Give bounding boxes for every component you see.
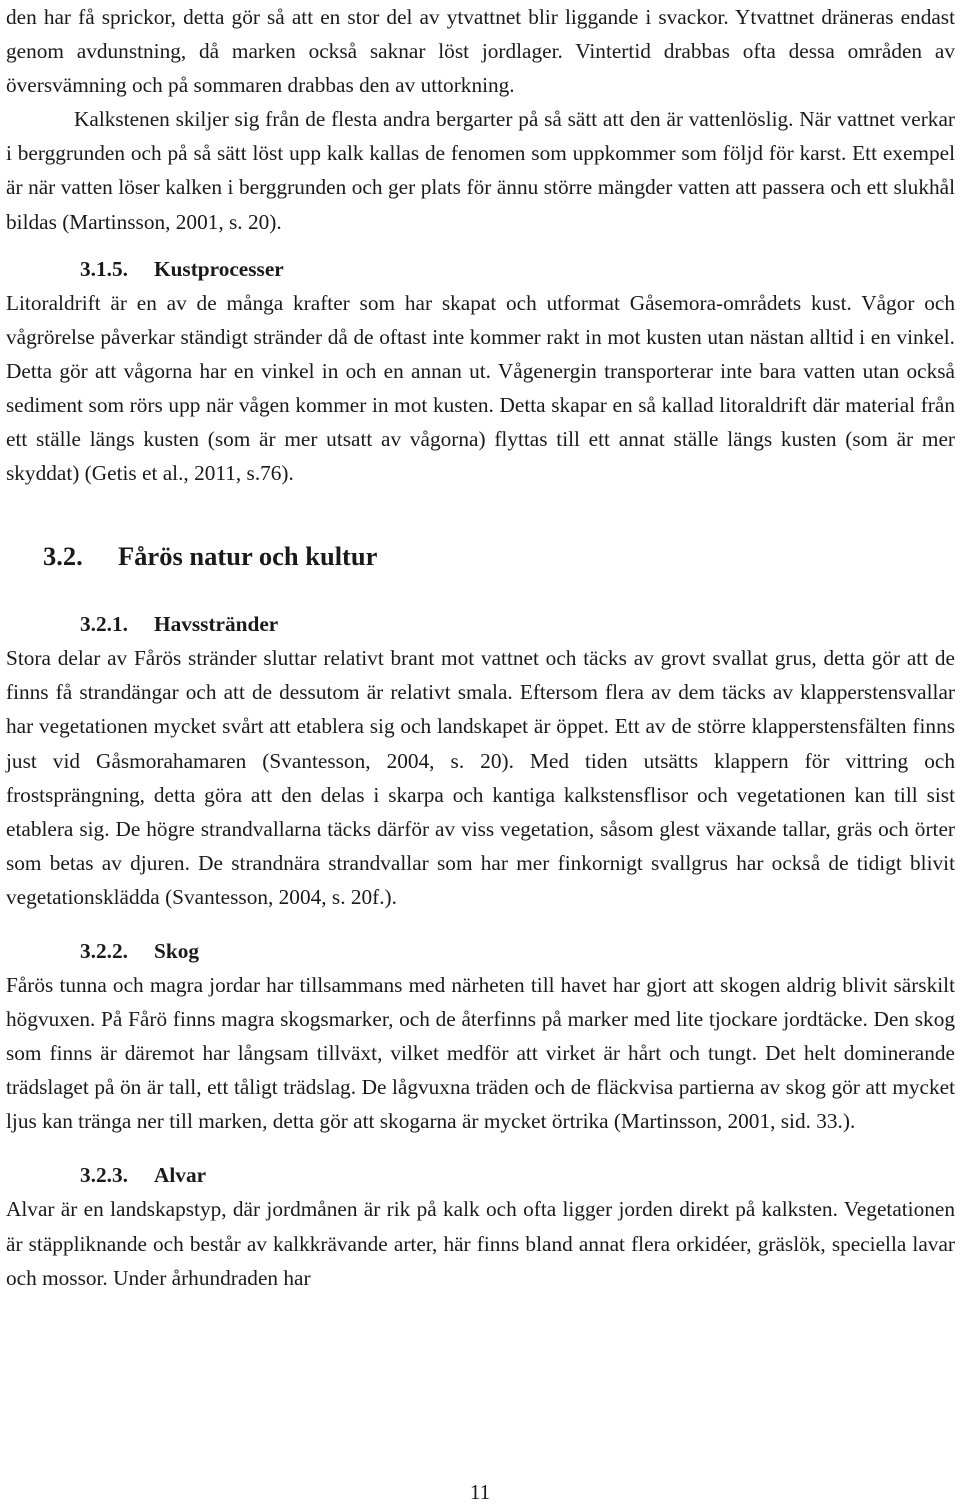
paragraph-alvar: Alvar är en landskapstyp, där jordmånen är rik på kalk och ofta ligger jorden direkt på kalksten. Vegetationen är stäppliknande och består av kalkkrävande arter, här finns bland annat flera orkidéer, gräslök, speciella lavar och mossor. Under århundraden har — [6, 1197, 955, 1290]
paragraph-havsstrander: Stora delar av Fårös stränder sluttar relativt brant mot vattnet och täcks av grovt svallat grus, detta gör att de finns få strandängar och att de dessutom är relativt smala. Eftersom flera av dem täcks av klapperstensvallar har vegetationen mycket svårt att etablera sig och landskapet är öppet. Ett av de större klapperstensfälten finns just vid Gåsmorahamaren (Svantesson, 2004, s. 20). Med tiden utsätts klappern för vittring och frostsprängning, detta göra att den delas i skarpa och kantiga kalkstensflisor och vegetationen kan till sist etablera sig. De högre strandvallarna täcks därför av viss vegetation, såsom glest växande tallar, gräs och örter som betas av djuren. De strandnära strandvallar som har mer finkornigt svallgrus har också de tidigt blivit vegetationsklädda (Svantesson, 2004, s. 20f.). — [6, 646, 955, 909]
heading-kustprocesser — [6, 252, 955, 286]
heading-title: Kustprocesser — [154, 256, 284, 281]
paragraph-karst: Kalkstenen skiljer sig från de flesta andra bergarter på så sätt att den är vattenlöslig. När vattnet verkar i berggrunden och på så sätt löst upp kalk kallas de fenomen som uppkommer som följd för karst. Ett exempel är när vatten löser kalken i berggrunden och ger plats för ännu större mängder vatten att passera och ett slukhål bildas (Martinsson, 2001, s. 20). — [6, 107, 955, 234]
heading-title: Havsstränder — [154, 612, 279, 637]
heading-number: 3.2.1. — [80, 612, 128, 637]
heading-havsstrander — [6, 607, 955, 641]
heading-title: Skog — [154, 938, 199, 963]
heading-title: Alvar — [154, 1163, 207, 1188]
heading-number: 3.2. — [43, 541, 83, 572]
heading-skog — [6, 934, 955, 968]
heading-number: 3.2.3. — [80, 1163, 128, 1188]
heading-title: Fårös natur och kultur — [118, 541, 378, 572]
heading-number: 3.1.5. — [80, 256, 128, 281]
heading-alvar — [6, 1158, 955, 1192]
heading-number: 3.2.2. — [80, 938, 128, 963]
page-number: 11 — [469, 1480, 491, 1504]
paragraph-kust: Litoraldrift är en av de många krafter som har skapat och utformat Gåsemora-områdets kust. Vågor och vågrörelse påverkar ständigt stränder då de oftast inte kommer rakt in mot kusten utan nästan alltid i en vinkel. Detta gör att vågorna har en vinkel in och en annan ut. Vågenergin transporterar inte bara vatten utan också sediment som rörs upp när vågen kommer in mot kusten. Detta skapar en så kallad litoraldrift där material från ett ställe längs kusten (som är mer utsatt av vågorna) flyttas till ett annat ställe längs kusten (som är mer skyddat) (Getis et al., 2011, s.76). — [6, 290, 955, 486]
paragraph-intro: den har få sprickor, detta gör så att en stor del av ytvattnet blir liggande i svackor. Ytvattnet dräneras endast genom avdunstning, då marken också saknar löst jordlager. Vintertid drabbas ofta dessa områden av översvämning och på sommaren drabbas den av uttorkning. — [6, 5, 955, 98]
document-page — [6, 0, 955, 1295]
paragraph-skog: Fårös tunna och magra jordar har tillsammans med närheten till havet har gjort att skogen aldrig blivit särskilt högvuxen. På Fårö finns magra skogsmarker, och de återfinns på marker med lite tjockare jordtäcke. Den skog som finns är däremot har långsam tillväxt, vilket medför att virket är hårt och tungt. Det helt dominerande trädslaget på ön är tall, ett tåligt trädslag. De lågvuxna träden och de fläckvisa partierna av skog gör att mycket ljus kan tränga ner till marken, detta gör att skogarna är mycket örtrika (Martinsson, 2001, sid. 33.). — [6, 972, 955, 1134]
heading-faros-natur — [6, 536, 955, 576]
